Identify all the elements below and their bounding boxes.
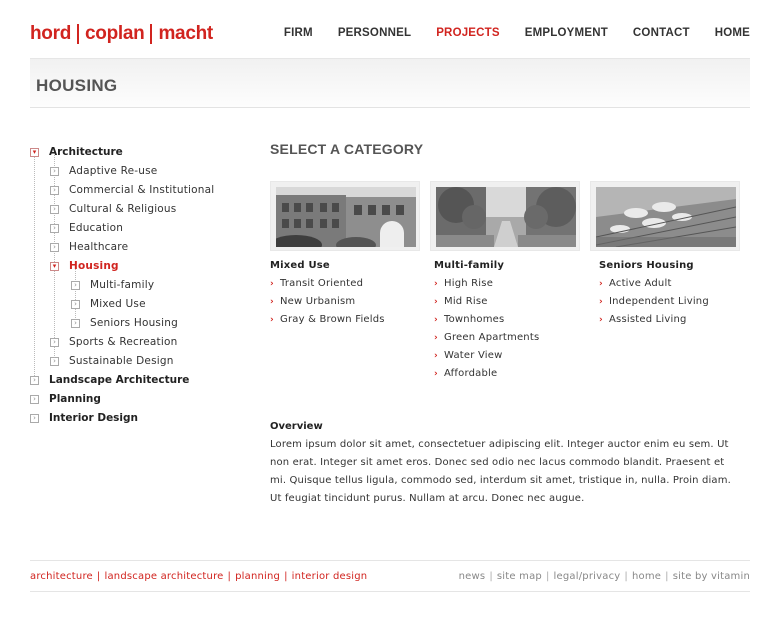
tree-item-multi-family[interactable] [30, 276, 250, 295]
list-item-label: Transit Oriented [280, 278, 364, 289]
courtyard-photo-image [436, 187, 576, 247]
nav-home[interactable]: HOME [714, 27, 750, 39]
chevron-right-icon: › [599, 297, 603, 307]
building-photo-image [276, 187, 416, 247]
subcategory-list [434, 275, 580, 383]
footer-separator: | [284, 571, 288, 582]
list-item-label: Assisted Living [609, 314, 687, 325]
chevron-right-icon: › [434, 351, 438, 361]
logo-divider [150, 24, 152, 44]
top-navigation [259, 27, 750, 39]
list-item[interactable] [599, 275, 740, 293]
chevron-right-icon: › [434, 279, 438, 289]
collapse-icon[interactable]: ▾ [50, 262, 59, 271]
expand-icon[interactable]: › [71, 300, 80, 309]
tree-item-label: Cultural & Religious [69, 203, 177, 215]
tree-item-seniors-housing[interactable] [30, 314, 250, 333]
footer-link-credit[interactable]: site by vitamin [672, 571, 750, 582]
patio-umbrellas-photo-image [596, 187, 736, 247]
list-item[interactable] [434, 329, 580, 347]
category-card-multi-family [430, 181, 580, 383]
footer-separator: | [227, 571, 232, 582]
logo-word-2: coplan [85, 23, 145, 44]
tree-item-housing[interactable] [30, 257, 250, 276]
nav-firm[interactable]: FIRM [283, 27, 313, 39]
category-tree [30, 143, 250, 428]
tree-item-landscape[interactable] [30, 371, 250, 390]
list-item[interactable] [434, 293, 580, 311]
tree-item-interior[interactable] [30, 409, 250, 428]
nav-projects[interactable]: PROJECTS [436, 27, 500, 39]
tree-item-label: Mixed Use [90, 298, 146, 310]
list-item-label: Affordable [444, 368, 498, 379]
footer-link-landscape[interactable]: landscape architecture [104, 571, 224, 582]
footer-separator: | [489, 571, 493, 582]
tree-item-label: Seniors Housing [90, 317, 178, 329]
footer-link-news[interactable]: news [458, 571, 486, 582]
list-item-label: Mid Rise [444, 296, 488, 307]
footer-link-architecture[interactable]: architecture [30, 571, 93, 582]
expand-icon[interactable]: › [50, 205, 59, 214]
list-item[interactable] [270, 311, 420, 329]
footer-separator: | [665, 571, 669, 582]
expand-icon[interactable]: › [50, 243, 59, 252]
list-item-label: Townhomes [444, 314, 505, 325]
tree-item-label: Multi-family [90, 279, 155, 291]
tree-item-cultural[interactable] [30, 200, 250, 219]
subcategory-list [599, 275, 740, 329]
footer-separator: | [545, 571, 550, 582]
list-item[interactable] [599, 293, 740, 311]
tree-item-label: Planning [49, 393, 101, 405]
list-item[interactable] [434, 365, 580, 383]
nav-personnel[interactable]: PERSONNEL [337, 27, 412, 39]
chevron-right-icon: › [434, 333, 438, 343]
logo-word-3: macht [158, 23, 213, 44]
list-item-label: Gray & Brown Fields [280, 314, 385, 325]
chevron-right-icon: › [270, 315, 274, 325]
expand-icon[interactable]: › [50, 224, 59, 233]
category-thumbnail[interactable] [270, 181, 420, 251]
tree-item-sports[interactable] [30, 333, 250, 352]
expand-icon[interactable]: › [50, 338, 59, 347]
category-heading[interactable]: Multi-family [434, 260, 505, 271]
section-title: SELECT A CATEGORY [270, 141, 424, 157]
list-item-label: Green Apartments [444, 332, 540, 343]
category-thumbnail[interactable] [430, 181, 580, 251]
expand-icon[interactable]: › [50, 167, 59, 176]
overview-text: Lorem ipsum dolor sit amet, consectetuer adipiscing elit. Integer auctor enim eu sem. Ut non erat. Integer sit amet eros. Donec sed odio nec lacus commodo blandit. Praesent et mi. Quisque tellus ligula, commodo sed, interdum sit amet, tristique in, nulla. Proin diam. Ut feugiat tincidunt purus. Nullam at arcu. Donec nec augue. [270, 439, 731, 504]
tree-item-label: Architecture [49, 146, 123, 158]
chevron-right-icon: › [434, 297, 438, 307]
tree-item-label: Sports & Recreation [69, 336, 178, 348]
footer-separator: | [624, 571, 628, 582]
list-item-label: New Urbanism [280, 296, 356, 307]
expand-icon[interactable]: › [50, 186, 59, 195]
tree-item-healthcare[interactable] [30, 238, 250, 257]
tree-item-mixed-use[interactable] [30, 295, 250, 314]
expand-icon[interactable]: › [71, 319, 80, 328]
category-card-mixed-use [270, 181, 420, 329]
tree-item-label: Housing [69, 260, 119, 272]
list-item[interactable] [270, 293, 420, 311]
tree-item-commercial[interactable] [30, 181, 250, 200]
list-item[interactable] [599, 311, 740, 329]
list-item-label: Independent Living [609, 296, 709, 307]
overview-section [270, 421, 740, 508]
expand-icon[interactable]: › [30, 395, 39, 404]
expand-icon[interactable]: › [30, 414, 39, 423]
list-item-label: High Rise [444, 278, 494, 289]
tree-item-planning[interactable] [30, 390, 250, 409]
footer-link-home[interactable]: home [631, 571, 662, 582]
category-card-seniors-housing [590, 181, 740, 329]
chevron-right-icon: › [599, 315, 603, 325]
footer-link-site-map[interactable]: site map [496, 571, 542, 582]
list-item[interactable] [434, 275, 580, 293]
expand-icon[interactable]: › [50, 357, 59, 366]
footer-link-legal[interactable]: legal/privacy [553, 571, 621, 582]
footer-separator: | [96, 571, 101, 582]
footer-link-planning[interactable]: planning [235, 571, 281, 582]
nav-employment[interactable]: EMPLOYMENT [524, 27, 608, 39]
nav-contact[interactable]: CONTACT [632, 27, 690, 39]
tree-item-label: Adaptive Re-use [69, 165, 158, 177]
list-item[interactable] [270, 275, 420, 293]
expand-icon[interactable]: › [30, 376, 39, 385]
tree-item-label: Commercial & Institutional [69, 184, 215, 196]
logo-word-1: hord [30, 23, 72, 44]
collapse-icon[interactable]: ▾ [30, 148, 39, 157]
logo-divider [77, 24, 79, 44]
footer-discipline-links [30, 571, 367, 582]
expand-icon[interactable]: › [71, 281, 80, 290]
footer-utility-links [459, 571, 750, 582]
tree-item-label: Healthcare [69, 241, 129, 253]
chevron-right-icon: › [434, 315, 438, 325]
tree-item-label: Interior Design [49, 412, 139, 424]
list-item-label: Active Adult [609, 278, 672, 289]
chevron-right-icon: › [270, 297, 274, 307]
list-item-label: Water View [444, 350, 503, 361]
page-title: HOUSING [36, 76, 118, 95]
category-thumbnail[interactable] [590, 181, 740, 251]
category-heading[interactable]: Seniors Housing [599, 260, 694, 271]
subcategory-list [270, 275, 420, 329]
chevron-right-icon: › [434, 369, 438, 379]
chevron-right-icon: › [270, 279, 274, 289]
tree-item-education[interactable] [30, 219, 250, 238]
overview-heading: Overview [270, 421, 323, 432]
tree-item-label: Landscape Architecture [49, 374, 190, 386]
page-banner [30, 58, 750, 108]
category-heading[interactable]: Mixed Use [270, 260, 330, 271]
site-logo[interactable] [30, 22, 213, 46]
tree-item-architecture[interactable] [30, 143, 250, 162]
site-footer [30, 560, 750, 592]
tree-item-sustainable[interactable] [30, 352, 250, 371]
chevron-right-icon: › [599, 279, 603, 289]
tree-item-label: Education [69, 222, 124, 234]
list-item[interactable] [434, 311, 580, 329]
footer-link-interior[interactable]: interior design [291, 571, 368, 582]
tree-item-adaptive-reuse[interactable] [30, 162, 250, 181]
tree-item-label: Sustainable Design [69, 355, 174, 367]
list-item[interactable] [434, 347, 580, 365]
